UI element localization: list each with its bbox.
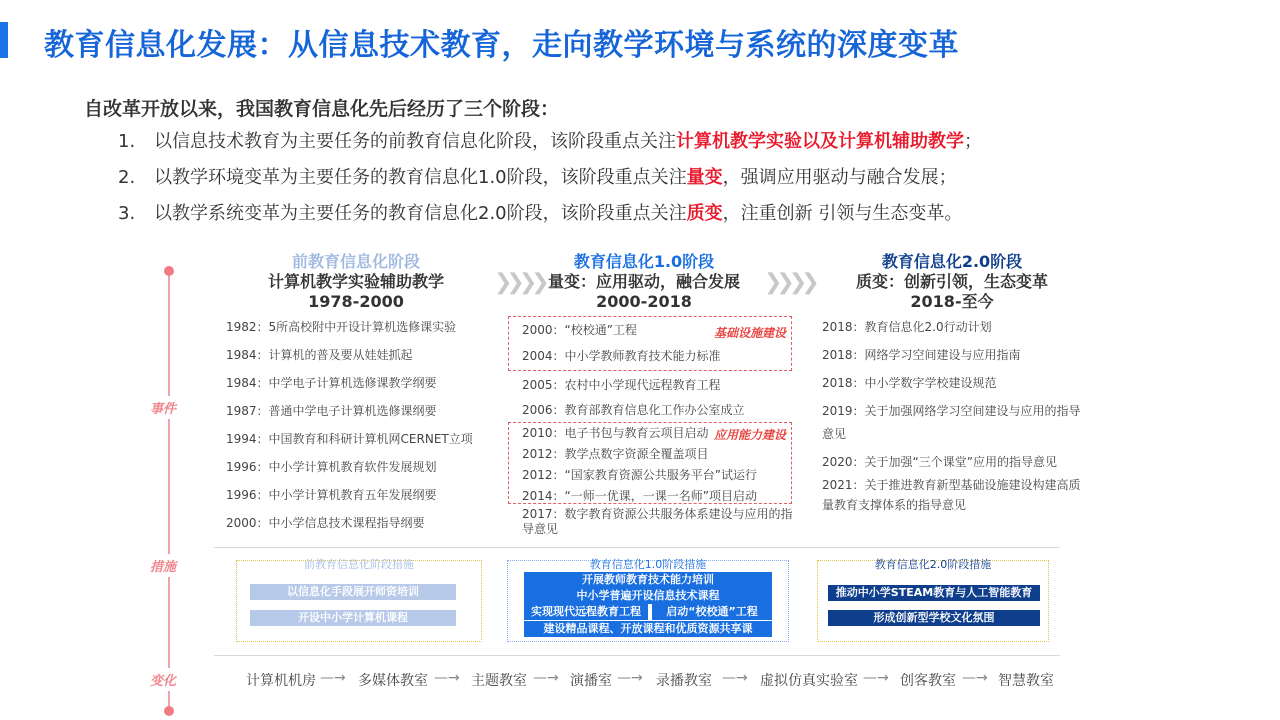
stage-list-item	[118, 164, 982, 200]
phase-subtitle: 计算机教学实验辅助教学	[267, 272, 444, 291]
change-item: 演播室	[570, 673, 612, 689]
event-item: 量教育支撑体系的指导意见	[822, 498, 967, 512]
stage-list	[118, 128, 982, 236]
title-accent-bar	[0, 22, 8, 58]
measure-item: 启动“校校通”工程	[652, 604, 772, 620]
phase-name: 教育信息化2.0阶段	[881, 252, 1023, 271]
timeline-line	[168, 272, 170, 712]
chevron-right-icon: ❯❯❯❯	[494, 270, 544, 295]
phase-name: 教育信息化1.0阶段	[573, 252, 715, 271]
event-item: 2017：数字教育资源公共服务体系建设与应用的指	[522, 507, 793, 521]
timeline-dot-icon	[164, 706, 174, 716]
phase-years: 1978-2000	[308, 292, 404, 311]
stage-list-item	[118, 128, 982, 164]
measure-item: 推动中小学STEAM教育与人工智能教育	[828, 585, 1040, 601]
phase-name: 前教育信息化阶段	[291, 252, 420, 271]
stage-highlight: 质变	[686, 203, 723, 224]
phase-subtitle: 质变：创新引领，生态变革	[855, 272, 1048, 291]
stage-highlight: 量变	[686, 167, 723, 188]
measure-item: 开展教师教育技术能力培训	[524, 572, 772, 588]
measures-box-2	[817, 560, 1049, 642]
event-item: 2020：关于加强“三个课堂”应用的指导意见	[822, 455, 1057, 469]
stage-text: 以教学系统变革为主要任务的教育信息化2.0阶段，该阶段重点关注	[154, 203, 687, 224]
event-item: 2004：中小学教师教育技术能力标准	[522, 349, 721, 363]
arrow-right-icon: —→	[617, 670, 643, 686]
page-title: 教育信息化发展：从信息技术教育，走向教学环境与系统的深度变革	[44, 28, 959, 63]
measures-title: 前教育信息化阶段措施	[304, 558, 414, 571]
arrow-right-icon: —→	[722, 670, 748, 686]
measure-item: 建设精品课程、开放课程和优质资源共享课	[524, 621, 772, 637]
stage-text: 以信息技术教育为主要任务的前教育信息化阶段，该阶段重点关注	[154, 131, 676, 152]
measures-label: 措施	[150, 554, 176, 577]
event-item: 2006：教育部教育信息化工作办公室成立	[522, 403, 745, 417]
phase-years: 2018-至今	[910, 292, 994, 311]
stage-list-item	[118, 200, 982, 236]
event-item: 1987：普通中学电子计算机选修课纲要	[226, 404, 437, 418]
phase-header-pre	[236, 252, 476, 312]
measure-item: 开设中小学计算机课程	[250, 610, 456, 626]
event-item: 2014：“一师一优课，一课一名师”项目启动	[522, 489, 757, 503]
stage-number: 1.	[118, 131, 136, 152]
event-item: 2018：中小学数字学校建设规范	[822, 376, 997, 390]
arrow-right-icon: —→	[434, 670, 460, 686]
measure-item: 中小学普遍开设信息技术课程	[524, 588, 772, 604]
events-label: 事件	[150, 396, 176, 419]
phase-header-1	[524, 252, 764, 312]
event-item: 1996：中小学计算机教育软件发展规划	[226, 460, 437, 474]
change-item: 主题教室	[471, 673, 527, 689]
event-item: 2021：关于推进教育新型基础设施建设构建高质	[822, 478, 1081, 492]
measure-item: 实现现代远程教育工程	[524, 604, 648, 620]
event-item: 1984：计算机的普及要从娃娃抓起	[226, 348, 413, 362]
stage-number: 3.	[118, 203, 136, 224]
event-item: 意见	[822, 427, 847, 441]
change-item: 虚拟仿真实验室	[760, 673, 858, 689]
stage-text-end: ，强调应用驱动与融合发展；	[722, 167, 957, 188]
event-item: 1996：中小学计算机教育五年发展纲要	[226, 488, 437, 502]
event-item: 1984：中学电子计算机选修课教学纲要	[226, 376, 437, 390]
event-item: 2018：教育信息化2.0行动计划	[822, 320, 992, 334]
event-item: 2012：教学点数字资源全覆盖项目	[522, 447, 709, 461]
phase-years: 2000-2018	[596, 292, 692, 311]
change-item: 智慧教室	[998, 673, 1054, 689]
arrow-right-icon: —→	[863, 670, 889, 686]
event-item: 2018：网络学习空间建设与应用指南	[822, 348, 1021, 362]
measures-title: 教育信息化1.0阶段措施	[589, 558, 707, 571]
change-item: 创客教室	[900, 673, 956, 689]
stage-text-end: ；	[964, 131, 982, 152]
measures-box-pre	[236, 560, 482, 642]
event-item: 2012：“国家教育资源公共服务平台”试运行	[522, 468, 757, 482]
stage-highlight: 计算机教学实验以及计算机辅助教学	[676, 131, 964, 152]
stage-text: 以教学环境变革为主要任务的教育信息化1.0阶段，该阶段重点关注	[154, 167, 687, 188]
arrow-right-icon: —→	[533, 670, 559, 686]
chevron-right-icon: ❯❯❯❯	[764, 270, 814, 295]
change-item: 录播教室	[656, 673, 712, 689]
event-item: 2000：“校校通”工程	[522, 323, 637, 337]
event-item: 2019：关于加强网络学习空间建设与应用的指导	[822, 404, 1081, 418]
event-item: 2010：电子书包与教育云项目启动	[522, 426, 709, 440]
infra-tag: 基础设施建设	[714, 326, 787, 340]
phase-header-2	[832, 252, 1072, 312]
stage-text-end: ，注重创新 引领与生态变革。	[722, 203, 963, 224]
intro-text: 自改革开放以来，我国教育信息化先后经历了三个阶段：	[84, 98, 560, 120]
event-item: 2000：中小学信息技术课程指导纲要	[226, 516, 425, 530]
event-item: 1982：5所高校附中开设计算机选修课实验	[226, 320, 457, 334]
timeline-dot-icon	[164, 266, 174, 276]
arrow-right-icon: —→	[962, 670, 988, 686]
changes-label: 变化	[150, 668, 176, 691]
measure-item: 形成创新型学校文化氛围	[828, 610, 1040, 626]
phase-subtitle: 量变：应用驱动，融合发展	[547, 272, 740, 291]
stage-number: 2.	[118, 167, 136, 188]
event-item: 1994：中国教育和科研计算机网CERNET立项	[226, 432, 473, 446]
measures-title: 教育信息化2.0阶段措施	[874, 558, 992, 571]
event-item: 导意见	[522, 522, 559, 536]
change-item: 计算机机房	[246, 673, 316, 689]
app-tag: 应用能力建设	[714, 428, 787, 442]
measure-item: 以信息化手段展开师资培训	[250, 584, 456, 600]
section-divider	[214, 655, 1060, 656]
arrow-right-icon: —→	[320, 670, 346, 686]
event-item: 2005：农村中小学现代远程教育工程	[522, 378, 721, 392]
section-divider	[214, 547, 1060, 548]
change-item: 多媒体教室	[358, 673, 428, 689]
